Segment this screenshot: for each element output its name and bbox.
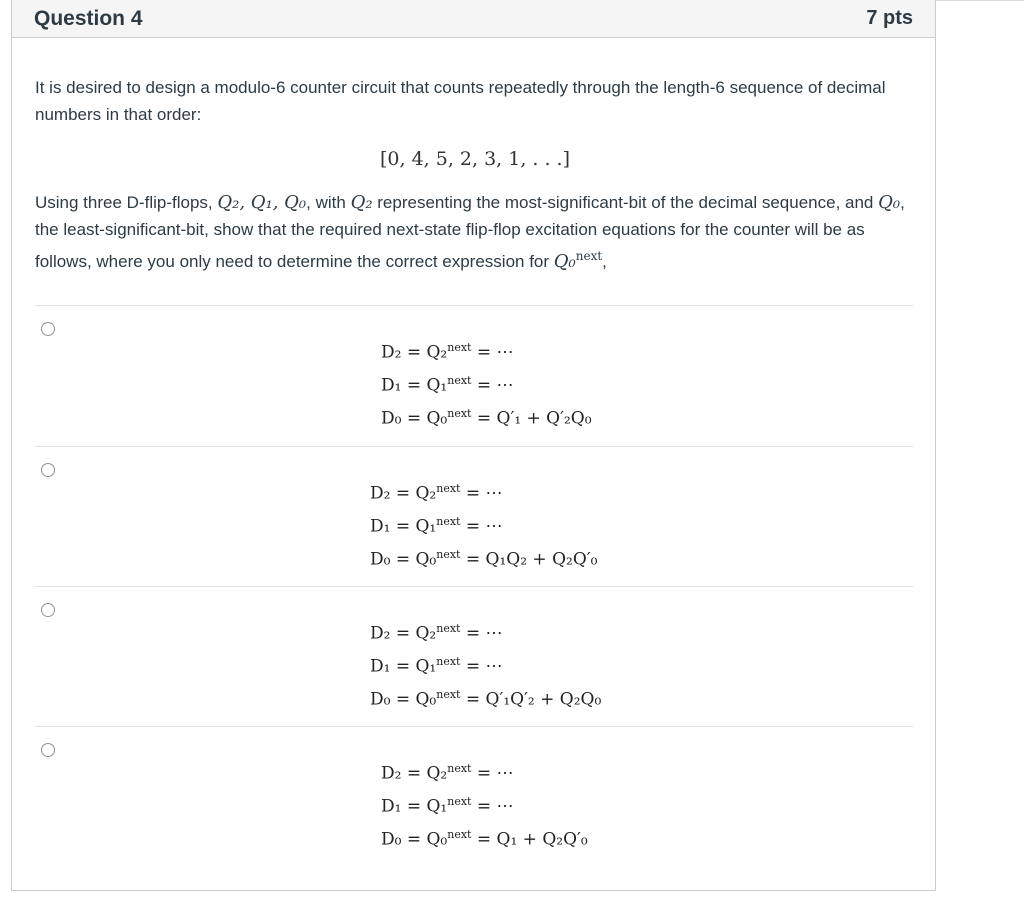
- radio-button[interactable]: [41, 322, 55, 336]
- question-header: [12, 0, 935, 38]
- equation-block: [370, 612, 601, 711]
- equation-d2: D₂ = Q₂$^{next}$ = ⋯: [381, 762, 514, 784]
- answer-option-1[interactable]: [35, 306, 913, 446]
- equation-d2: D₂ = Q₂$^{next}$ = ⋯: [370, 622, 503, 644]
- radio-button[interactable]: [41, 603, 55, 617]
- equation-d2: D₂ = Q₂$^{next}$ = ⋯: [370, 482, 503, 504]
- equation-d1: D₁ = Q₁$^{next}$ = ⋯: [370, 655, 503, 677]
- answer-option-2[interactable]: [35, 447, 913, 587]
- equation-d0: D₀ = Q₀$^{next}$ = Q′₁Q′₂ + Q₂Q₀: [370, 688, 602, 710]
- equation-block: [370, 472, 597, 571]
- equation-d2: D₂ = Q₂$^{next}$ = ⋯: [381, 341, 514, 363]
- question-card: [11, 0, 936, 891]
- radio-button[interactable]: [41, 463, 55, 477]
- sequence-display: [0, 4, 5, 2, 3, 1, . . .]: [379, 148, 571, 170]
- question-text: [35, 74, 915, 275]
- equation-d0: D₀ = Q₀$^{next}$ = Q₁ + Q₂Q′₀: [381, 828, 588, 850]
- equation-d1: D₁ = Q₁$^{next}$ = ⋯: [381, 374, 514, 396]
- equation-d1: D₁ = Q₁$^{next}$ = ⋯: [370, 515, 503, 537]
- equation-block: [381, 752, 588, 851]
- target-variable: Q₀$^{next}$: [553, 249, 603, 272]
- radio-button[interactable]: [41, 743, 55, 757]
- answer-option-3[interactable]: [35, 587, 913, 727]
- top-border-line: [936, 0, 1024, 1]
- equation-d0: D₀ = Q₀$^{next}$ = Q′₁ + Q′₂Q₀: [381, 407, 592, 429]
- question-intro: It is desired to design a modulo-6 counter circuit that counts repeatedly through the length-6 sequence of decimal numbers in that order:: [35, 78, 886, 124]
- question-title: Question 4: [34, 6, 143, 30]
- question-body: Using three D-flip-flops, Q₂, Q₁, Q₀, with Q₂ representing the most-significant-bit of the decimal sequence, and Q₀, the least-significant-bit, show that the required next-state flip-flop excitation equations for the counter will be as follows, where you only need to determine the correct expression for Q₀$^{next}$,: [35, 192, 905, 272]
- equation-block: [381, 331, 592, 430]
- equation-d1: D₁ = Q₁$^{next}$ = ⋯: [381, 795, 514, 817]
- equation-d0: D₀ = Q₀$^{next}$ = Q₁Q₂ + Q₂Q′₀: [370, 548, 598, 570]
- answer-option-4[interactable]: [35, 727, 913, 867]
- question-points: 7 pts: [866, 7, 913, 29]
